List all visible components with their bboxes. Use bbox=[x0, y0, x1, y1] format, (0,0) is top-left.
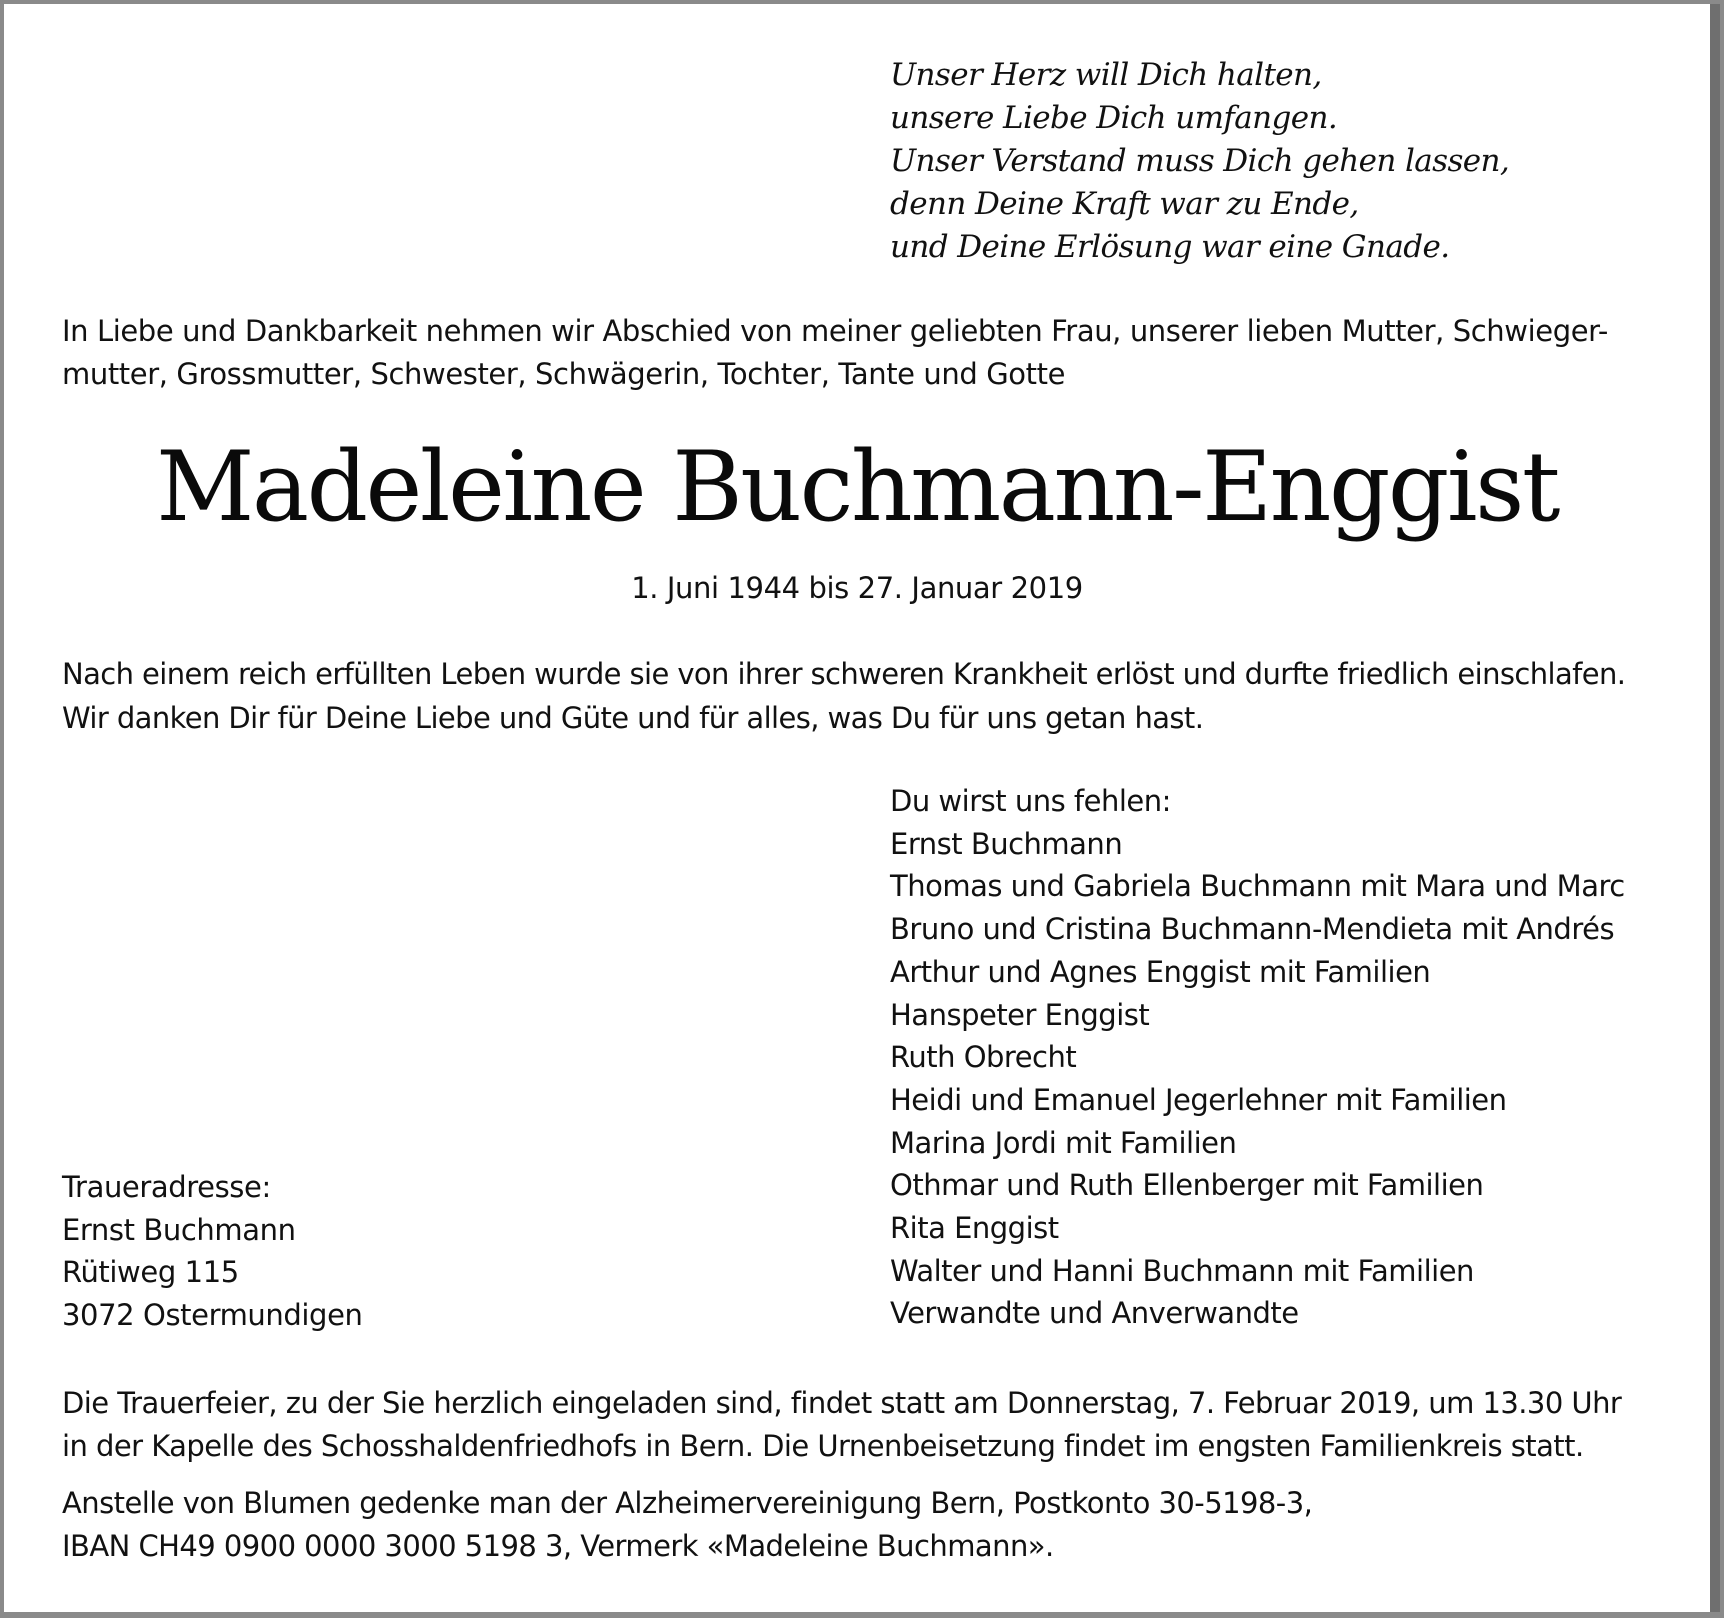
address-city: 3072 Ostermundigen bbox=[62, 1298, 363, 1333]
mourners-heading: Du wirst uns fehlen: bbox=[890, 784, 1171, 818]
intro-line: mutter, Grossmutter, Schwester, Schwägerin, Tochter, Tante und Gotte bbox=[62, 357, 1066, 391]
obituary-notice bbox=[4, 4, 1720, 1612]
gratitude-text bbox=[62, 652, 1625, 740]
intro-line: In Liebe und Dankbarkeit nehmen wir Abschied von meiner geliebten Frau, unserer lieben Mutter, Schwieger- bbox=[62, 314, 1608, 348]
donation-info bbox=[62, 1482, 1312, 1568]
mourner-name: Marina Jordi mit Familien bbox=[890, 1125, 1237, 1160]
mourning-address bbox=[62, 1166, 363, 1337]
service-line: in der Kapelle des Schosshaldenfriedhofs in Bern. Die Urnenbeisetzung findet im engsten Familienkreis statt. bbox=[62, 1429, 1584, 1463]
poem-line: und Deine Erlösung war eine Gnade. bbox=[890, 229, 1450, 265]
life-dates: 1. Juni 1944 bis 27. Januar 2019 bbox=[631, 571, 1083, 605]
mourner-name: Heidi und Emanuel Jegerlehner mit Familien bbox=[890, 1082, 1507, 1117]
poem-line: unsere Liebe Dich umfangen. bbox=[890, 100, 1338, 136]
mourner-name: Rita Enggist bbox=[890, 1211, 1059, 1246]
address-name: Ernst Buchmann bbox=[62, 1212, 296, 1247]
deceased-name: Madeleine Buchmann-Enggist bbox=[156, 431, 1558, 543]
address-street: Rütiweg 115 bbox=[62, 1255, 239, 1290]
mourner-name: Arthur und Agnes Enggist mit Familien bbox=[890, 954, 1431, 989]
mourner-name: Thomas und Gabriela Buchmann mit Mara und Marc bbox=[890, 869, 1625, 904]
funeral-service-info bbox=[62, 1382, 1621, 1468]
donation-line: IBAN CH49 0900 0000 3000 5198 3, Vermerk «Madeleine Buchmann». bbox=[62, 1529, 1054, 1563]
mourners-list bbox=[890, 780, 1625, 1335]
mourner-name: Ernst Buchmann bbox=[890, 826, 1123, 861]
memorial-poem bbox=[890, 54, 1509, 269]
service-line: Die Trauerfeier, zu der Sie herzlich eingeladen sind, findet statt am Donnerstag, 7. Februar 2019, um 13.30 Uhr bbox=[62, 1386, 1622, 1420]
gratitude-line: Nach einem reich erfüllten Leben wurde sie von ihrer schweren Krankheit erlöst und durfte friedlich einschlafen. bbox=[62, 657, 1626, 691]
gratitude-line: Wir danken Dir für Deine Liebe und Güte und für alles, was Du für uns getan hast. bbox=[62, 701, 1204, 735]
donation-line: Anstelle von Blumen gedenke man der Alzheimervereinigung Bern, Postkonto 30-5198-3, bbox=[62, 1486, 1313, 1520]
mourner-name: Ruth Obrecht bbox=[890, 1040, 1077, 1075]
farewell-intro bbox=[62, 310, 1662, 396]
poem-line: Unser Herz will Dich halten, bbox=[890, 57, 1322, 93]
mourner-name: Bruno und Cristina Buchmann-Mendieta mit Andrés bbox=[890, 912, 1615, 947]
mourner-name: Walter und Hanni Buchmann mit Familien bbox=[890, 1253, 1474, 1288]
mourner-name: Othmar und Ruth Ellenberger mit Familien bbox=[890, 1168, 1484, 1203]
mourner-name: Hanspeter Enggist bbox=[890, 997, 1150, 1032]
address-label: Traueradresse: bbox=[62, 1170, 271, 1204]
poem-line: denn Deine Kraft war zu Ende, bbox=[890, 186, 1359, 222]
mourner-name: Verwandte und Anverwandte bbox=[890, 1296, 1299, 1331]
poem-line: Unser Verstand muss Dich gehen lassen, bbox=[890, 143, 1510, 179]
